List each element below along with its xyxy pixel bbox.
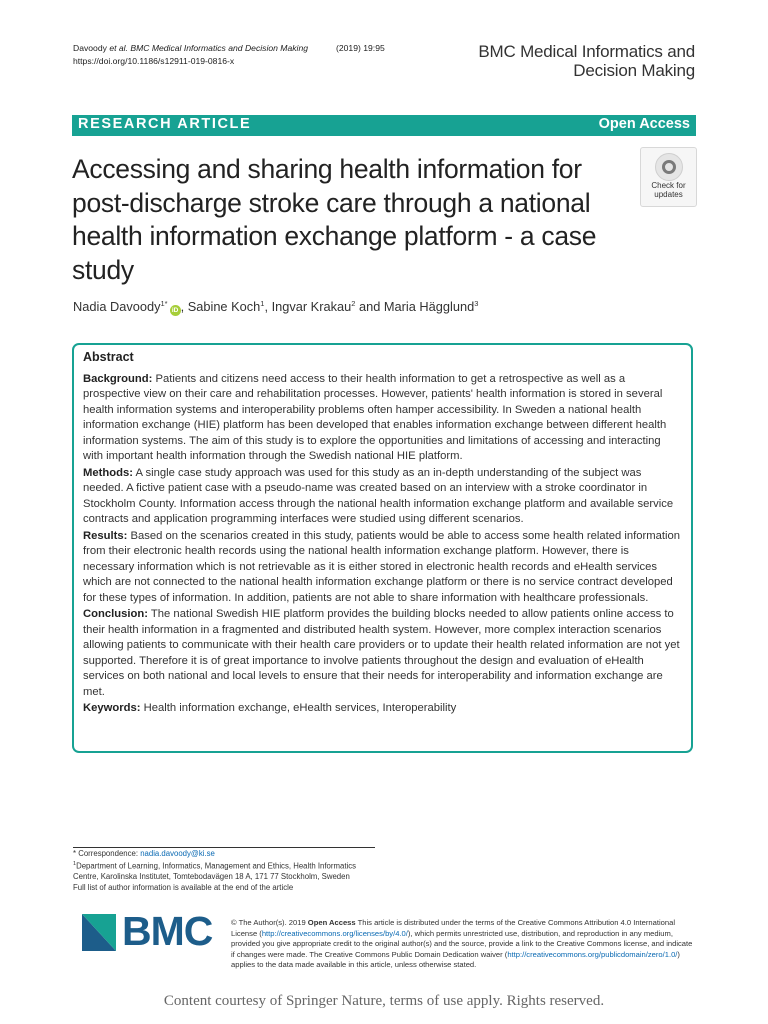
author-name: and Maria Hägglund	[355, 299, 475, 314]
author-name: , Ingvar Krakau	[264, 299, 352, 314]
abstract-conclusion: Conclusion: The national Swedish HIE platform provides the building blocks needed to allow patients online access to their health information in a fragmented and distributed health system. However, more complex interaction scenarios allowing patients to communicate with their health care providers or to update their health related information are not yet supported. Therefore it is of great importance to involve patients throughout the design and evaluation of eHealth services on both national and local levels to ensure that their needs for interoperability and information exchange are met.	[83, 608, 680, 698]
article-type-banner	[72, 115, 696, 136]
author-name: , Sabine Koch	[180, 299, 261, 314]
author-info-note: Full list of author information is available at the end of the article	[73, 882, 294, 892]
author-list: Nadia Davoody$^{1*}$iD , Sabine Koch$^1$, Ingvar Krakau$^2$ and Maria Hägglund$^3$	[73, 299, 479, 314]
footnote-divider	[73, 847, 375, 848]
abstract-keywords: Keywords: Health information exchange, eHealth services, Interoperability	[83, 702, 457, 714]
footnotes	[73, 849, 373, 893]
citation-year: (2019) 19:95	[336, 43, 385, 53]
affiliation: $^1$Department of Learning, Informatics, Management and Ethics, Health Informatics Centre, Karolinska Institutet, Tomtebodavägen 18 A, 171 77 Stockholm, Sweden	[73, 861, 357, 882]
orcid-icon[interactable]: iD	[170, 305, 181, 316]
citation-line: Davoody et al. BMC Medical Informatics and Decision Making (2019) 19:95	[73, 43, 385, 53]
abstract-heading: Abstract	[83, 350, 134, 364]
license-statement: © The Author(s). 2019 Open Access This article is distributed under the terms of the Creative Commons Attribution 4.0 International License (http://creativecommons.org/licenses/by/4.0/), which permits unrestricted use, distribution, and reproduction in any medium, provided you give appropriate credit to the original author(s) and the source, provide a link to the Creative Commons license, and indicate if changes were made. The Creative Commons Public Domain Dedication waiver (http://creativecommons.org/publicdomain/zero/1.0/) applies to the data made available in this article, unless otherwise stated.	[231, 918, 693, 970]
author-name: Nadia Davoody	[73, 299, 161, 314]
abstract-box	[72, 343, 693, 753]
bmc-logo-mark-icon	[82, 914, 116, 951]
abstract-methods: Methods: A single case study approach was used for this study as an in-depth understanding of the subject was needed. A fictive patient case with a pseudo-name was created based on an interview with a stroke coordinator in Stockholm County. Information access through the national health information exchange platform and available service contracts and application programming interfaces were studied using different scenarios.	[83, 466, 674, 525]
crossmark-icon	[655, 153, 683, 181]
courtesy-notice: Content courtesy of Springer Nature, terms of use apply. Rights reserved.	[163, 993, 605, 1009]
bmc-logo	[82, 908, 214, 954]
doi-link[interactable]: https://doi.org/10.1186/s12911-019-0816-x	[73, 55, 235, 66]
open-access-label: Open Access	[598, 116, 690, 132]
correspondence: * Correspondence: nadia.davoody@ki.se	[73, 849, 215, 858]
article-type-label: RESEARCH ARTICLE	[78, 116, 252, 132]
article-title: Accessing and sharing health information for post-discharge stroke care through a national health information exchange platform - a case study	[72, 154, 597, 285]
abstract-background: Background: Patients and citizens need access to their health information to get a retrospective as well as a prospective view on their care and rehabilitation processes. However, patients' health information is stored in several health information systems and interoperability problems often hamper accessibility. In Sweden a national health information exchange (HIE) platform has been developed that enables information exchange between different health information systems. The aim of this study is to explore the opportunities and limitations of accessing and interacting with important health information through the Swedish national HIE platform.	[83, 372, 667, 462]
public-domain-url-link[interactable]: http://creativecommons.org/publicdomain/zero/1.0/	[507, 949, 678, 959]
check-for-updates-label: Check for updates	[651, 181, 686, 199]
citation-header	[73, 42, 385, 67]
correspondence-email-link[interactable]: nadia.davoody@ki.se	[140, 849, 215, 858]
license-url-link[interactable]: http://creativecommons.org/licenses/by/4.0/	[261, 928, 408, 938]
abstract-results: Results: Based on the scenarios created in this study, patients would be able to access some health related information from their electronic health records using the national health information exchange platform. However, there is necessary information which is not retrievable as it is either stored in electronic health records and eHealth services which are not connected to the national health information exchange platform or there is no service contract developed for these types of information. In addition, patients are not able to share information with healthcare professionals.	[83, 529, 681, 604]
check-for-updates-badge[interactable]	[640, 147, 697, 207]
citation-journal: et al. BMC Medical Informatics and Decision Making	[109, 43, 309, 53]
bmc-logo-text: BMC	[122, 908, 213, 954]
journal-name: BMC Medical Informatics and Decision Making	[478, 42, 695, 80]
